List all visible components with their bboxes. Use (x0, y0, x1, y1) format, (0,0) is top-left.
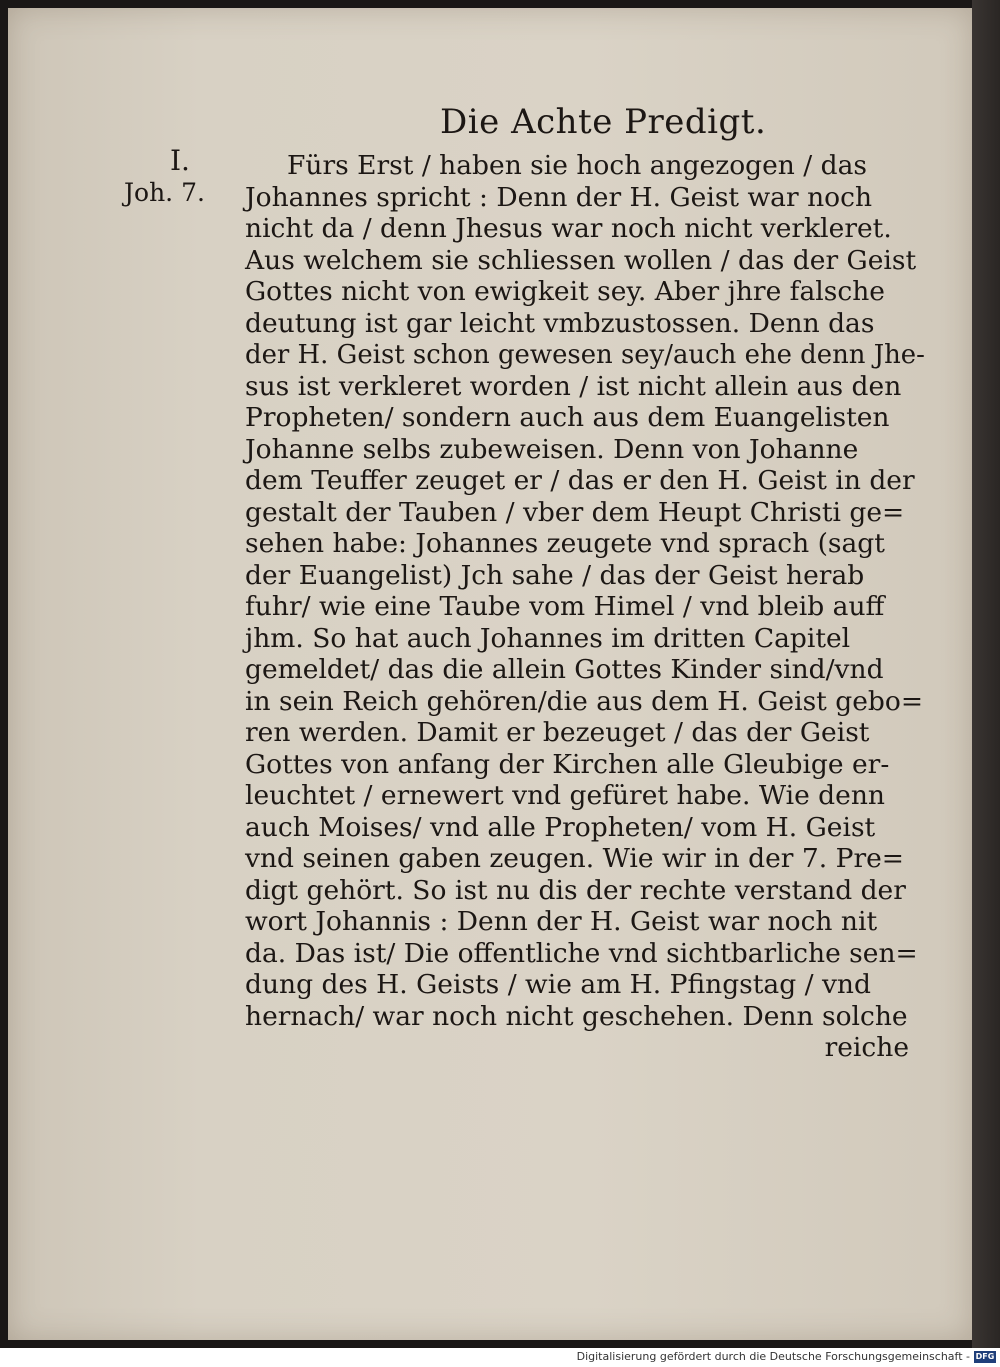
text-line: gestalt der Tauben / vber dem Heupt Christi ge= (245, 496, 905, 528)
text-line: sus ist verkleret worden / ist nicht allein aus den (245, 370, 902, 402)
text-line: ren werden. Damit er bezeuget / das der Geist (245, 717, 870, 748)
marginal-note-numeral: I. (170, 144, 190, 177)
text-line: Gottes nicht von ewigkeit sey. Aber jhre falsche (245, 276, 885, 307)
text-line: gemeldet/ das die allein Gottes Kinder sind/vnd (245, 654, 884, 685)
marginal-note-reference: Joh. 7. (124, 178, 205, 207)
text-line: nicht da / denn Jhesus war noch nicht verkleret. (245, 213, 892, 244)
page-header: Die Achte Predigt. (440, 102, 767, 142)
text-line: Gottes von anfang der Kirchen alle Gleubige er- (245, 748, 890, 780)
funding-credit: Digitalisierung gefördert durch die Deutsche Forschungsgemeinschaft - (576, 1350, 970, 1363)
text-line: der Euangelist) Jch sahe / das der Geist herab (245, 559, 865, 591)
dfg-logo[interactable]: DFG (975, 1352, 995, 1361)
body-text (245, 150, 925, 1064)
catchword: reiche (824, 1032, 909, 1063)
text-line: dem Teuffer zeuget er / das er den H. Geist in der (245, 465, 915, 496)
text-line: Johanne selbs zubeweisen. Denn von Johanne (245, 433, 859, 465)
text-line: da. Das ist/ Die offentliche vnd sichtbarliche sen= (245, 937, 918, 969)
text-line: Johannes spricht : Denn der H. Geist war noch (245, 181, 873, 213)
text-line: fuhr/ wie eine Taube vom Himel / vnd bleib auff (245, 591, 885, 622)
text-line: Propheten/ sondern auch aus dem Euangelisten (245, 402, 890, 433)
text-line: vnd seinen gaben zeugen. Wie wir in der 7. Pre= (245, 843, 904, 874)
text-line: wort Johannis : Denn der H. Geist war noch nit (245, 906, 878, 937)
text-line: jhm. So hat auch Johannes im dritten Capitel (245, 622, 851, 654)
text-line: leuchtet / ernewert vnd gefüret habe. Wie denn (245, 780, 885, 811)
text-line: in sein Reich gehören/die aus dem H. Geist gebo= (245, 685, 924, 717)
text-line: Fürs Erst / haben sie hoch angezogen / das (287, 150, 867, 181)
text-line: hernach/ war noch nicht geschehen. Denn solche (245, 1000, 908, 1032)
text-line: deutung ist gar leicht vmbzustossen. Denn das (245, 307, 875, 339)
text-line: Aus welchem sie schliessen wollen / das der Geist (245, 244, 917, 276)
scan-edge (972, 0, 1000, 1348)
text-line: sehen habe: Johannes zeugete vnd sprach (sagt (245, 528, 885, 559)
text-line: der H. Geist schon gewesen sey/auch ehe denn Jhe- (245, 339, 925, 370)
text-line: digt gehört. So ist nu dis der rechte verstand der (245, 874, 906, 906)
text-line: dung des H. Geists / wie am H. Pfingstag / vnd (245, 969, 871, 1000)
footer-bar (0, 1348, 1000, 1367)
text-line: auch Moises/ vnd alle Propheten/ vom H. Geist (245, 811, 876, 843)
